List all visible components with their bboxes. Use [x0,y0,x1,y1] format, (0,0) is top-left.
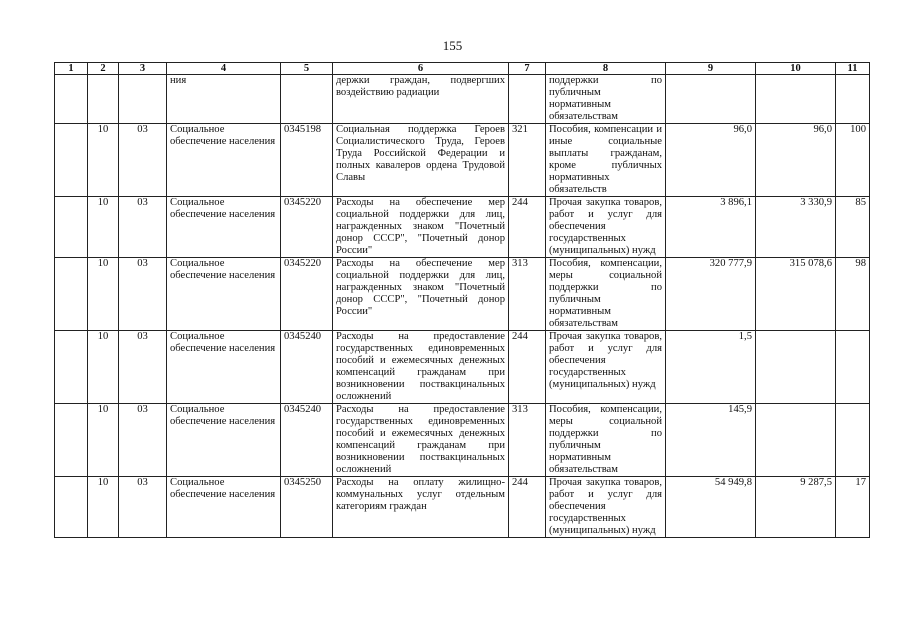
cell-target-name: Социальная поддержка Героев Социалистического Труда, Героев Труда Российской Федерации и полных кавалеров ордена Трудовой Славы [333,124,509,197]
cell-section: 10 [88,331,119,404]
table-row [55,75,870,124]
table-row [55,258,870,331]
cell-subsection-name: Социальное обеспечение населения [167,404,281,477]
cell-target-name: Расходы на обеспечение мер социальной поддержки для лиц, награжденных знаком "Почетный донор СССР", "Почетный донор России" [333,258,509,331]
cell-subsection: 03 [119,258,167,331]
cell-subsection-name: ния [167,75,281,124]
cell-subsection: 03 [119,404,167,477]
cell-actual [756,331,836,404]
cell-expense-name: Пособия, компенсации, меры социальной поддержки по публичным нормативным обязательствам [546,258,666,331]
column-header: 5 [281,63,333,75]
cell-subsection-name: Социальное обеспечение населения [167,477,281,538]
cell-actual [756,75,836,124]
cell-subsection: 03 [119,477,167,538]
cell-subsection-name: Социальное обеспечение населения [167,124,281,197]
table-row [55,477,870,538]
cell-percent: 98 [836,258,870,331]
cell-percent [836,404,870,477]
cell-expense-code: 244 [509,331,546,404]
cell-expense-name: Прочая закупка товаров, работ и услуг для обеспечения государственных (муниципальных) нужд [546,197,666,258]
cell-subsection-name: Социальное обеспечение населения [167,258,281,331]
cell-actual: 3 330,9 [756,197,836,258]
cell-target-code: 0345240 [281,331,333,404]
cell-col1 [55,477,88,538]
cell-col1 [55,331,88,404]
column-header: 3 [119,63,167,75]
cell-percent: 17 [836,477,870,538]
cell-actual: 96,0 [756,124,836,197]
cell-section [88,75,119,124]
cell-target-code: 0345220 [281,197,333,258]
cell-target-code: 0345250 [281,477,333,538]
cell-subsection: 03 [119,331,167,404]
column-header: 1 [55,63,88,75]
header-row [55,63,870,75]
cell-planned: 96,0 [666,124,756,197]
cell-expense-name: Прочая закупка товаров, работ и услуг для обеспечения государственных (муниципальных) нужд [546,477,666,538]
cell-subsection: 03 [119,124,167,197]
cell-col1 [55,404,88,477]
table-row [55,124,870,197]
cell-expense-code: 313 [509,258,546,331]
column-header: 2 [88,63,119,75]
column-header: 9 [666,63,756,75]
cell-section: 10 [88,197,119,258]
cell-planned [666,75,756,124]
cell-target-code: 0345240 [281,404,333,477]
cell-percent: 85 [836,197,870,258]
cell-expense-code: 244 [509,197,546,258]
cell-target-name: Расходы на предоставление государственных единовременных пособий и ежемесячных денежных компенсаций гражданам при возникновении поствакцинальных осложнений [333,404,509,477]
cell-percent: 100 [836,124,870,197]
cell-target-name: Расходы на предоставление государственных единовременных пособий и ежемесячных денежных компенсаций гражданам при возникновении поствакцинальных осложнений [333,331,509,404]
cell-target-code: 0345220 [281,258,333,331]
cell-col1 [55,124,88,197]
cell-target-code: 0345198 [281,124,333,197]
cell-actual [756,404,836,477]
budget-table [54,62,870,538]
column-header: 11 [836,63,870,75]
cell-planned: 54 949,8 [666,477,756,538]
column-header: 10 [756,63,836,75]
cell-subsection-name: Социальное обеспечение населения [167,197,281,258]
table-row [55,404,870,477]
cell-expense-name: Пособия, компенсации, меры социальной поддержки по публичным нормативным обязательствам [546,404,666,477]
cell-subsection: 03 [119,197,167,258]
cell-expense-name: поддержки по публичным нормативным обязательствам [546,75,666,124]
cell-section: 10 [88,477,119,538]
column-header: 4 [167,63,281,75]
cell-section: 10 [88,258,119,331]
page-number: 155 [442,38,463,53]
cell-planned: 1,5 [666,331,756,404]
cell-section: 10 [88,404,119,477]
cell-expense-name: Прочая закупка товаров, работ и услуг для обеспечения государственных (муниципальных) нужд [546,331,666,404]
table-row [55,331,870,404]
column-header: 6 [333,63,509,75]
cell-planned: 3 896,1 [666,197,756,258]
column-header: 7 [509,63,546,75]
table-row [55,197,870,258]
cell-col1 [55,258,88,331]
cell-target-name: Расходы на оплату жилищно-коммунальных услуг отдельным категориям граждан [333,477,509,538]
column-header: 8 [546,63,666,75]
cell-subsection [119,75,167,124]
cell-target-name: Расходы на обеспечение мер социальной поддержки для лиц, награжденных знаком "Почетный донор СССР", "Почетный донор России" [333,197,509,258]
cell-expense-code: 244 [509,477,546,538]
cell-percent [836,331,870,404]
cell-col1 [55,75,88,124]
cell-subsection-name: Социальное обеспечение населения [167,331,281,404]
cell-planned: 145,9 [666,404,756,477]
cell-target-code [281,75,333,124]
cell-actual: 9 287,5 [756,477,836,538]
cell-actual: 315 078,6 [756,258,836,331]
cell-target-name: держки граждан, подвергших воздействию радиации [333,75,509,124]
cell-expense-code [509,75,546,124]
cell-expense-code: 321 [509,124,546,197]
cell-expense-code: 313 [509,404,546,477]
cell-percent [836,75,870,124]
cell-col1 [55,197,88,258]
cell-planned: 320 777,9 [666,258,756,331]
cell-expense-name: Пособия, компенсации и иные социальные выплаты гражданам, кроме публичных нормативных обязательств [546,124,666,197]
cell-section: 10 [88,124,119,197]
